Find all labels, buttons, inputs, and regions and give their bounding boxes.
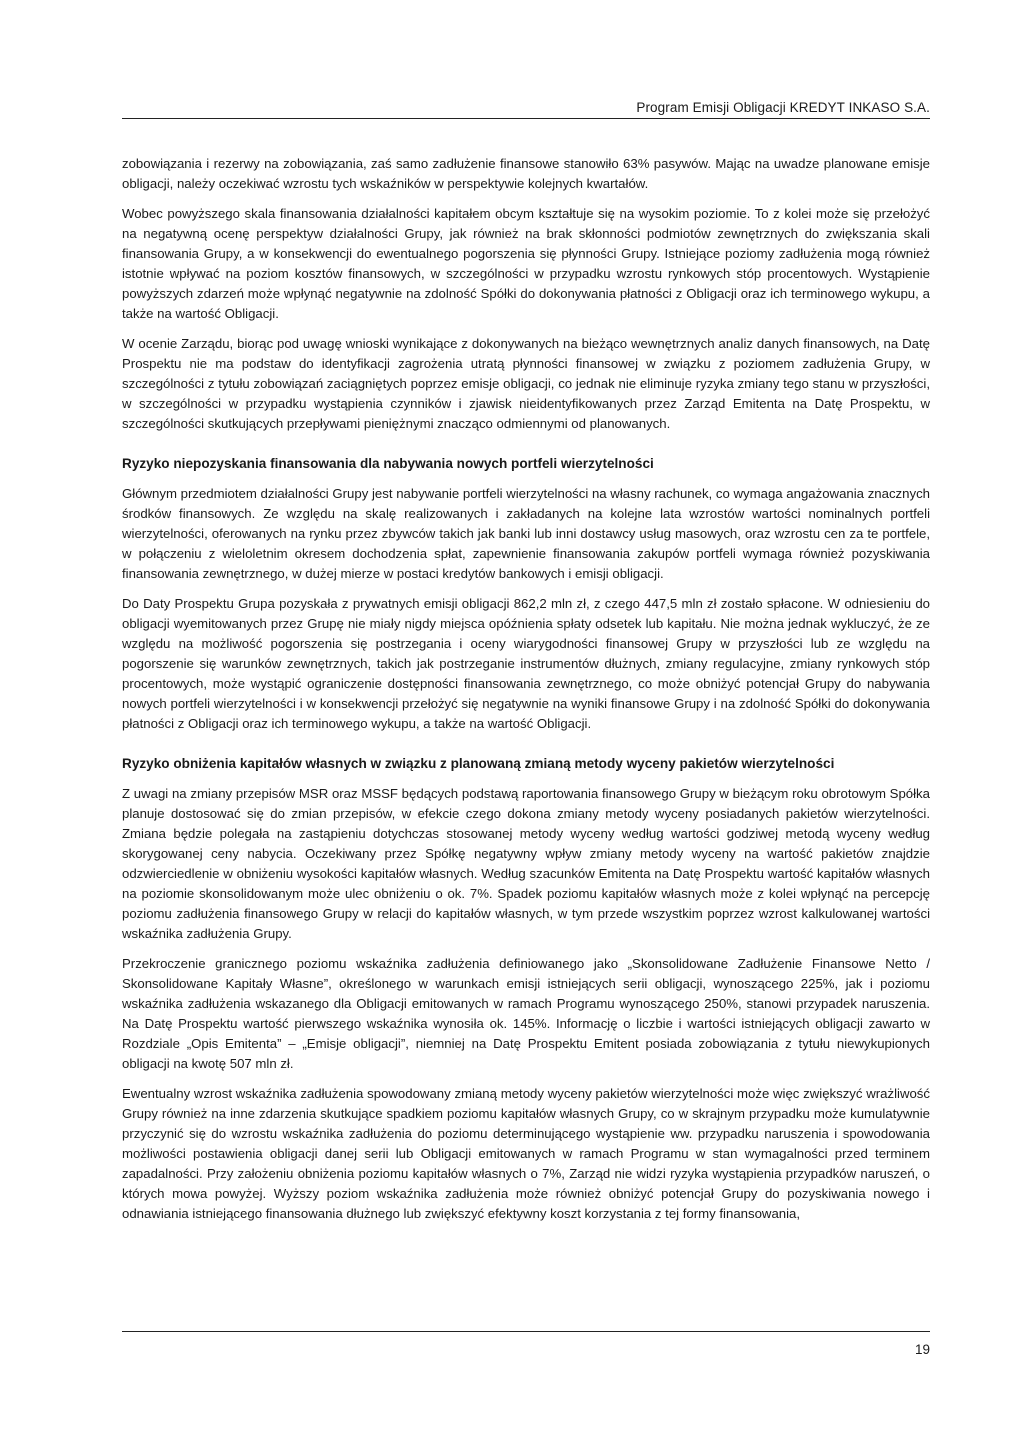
paragraph: Do Daty Prospektu Grupa pozyskała z prywatnych emisji obligacji 862,2 mln zł, z czego 447,5 mln zł zostało spłacone. W odniesieniu do obligacji wyemitowanych przez Grupę nie miały nigdy miejsca opóźnienia spłaty odsetek lub kapitału. Nie można jednak wykluczyć, że ze względu na możliwość pogorszenia się postrzegania i oceny wiarygodności finansowej Grupy w przyszłości lub ze względu na pogorszenie się warunków zewnętrznych, takich jak postrzeganie instrumentów dłużnych, zmiany regulacyjne, zmiany rynkowych stóp procentowych, może wystąpić ograniczenie dostępności finansowania zewnętrznego, co może obniżyć potencjał Grupy do nabywania nowych portfeli wierzytelności i w konsekwencji przełożyć się negatywnie na wyniki finansowe Grupy i na zdolność Spółki do dokonywania płatności z Obligacji oraz ich terminowego wykupu, a także na wartość Obligacji. (122, 596, 930, 731)
paragraph: W ocenie Zarządu, biorąc pod uwagę wnioski wynikające z dokonywanych na bieżąco wewnętrznych analiz danych finansowych, na Datę Prospektu nie ma podstaw do identyfikacji zagrożenia utratą płynności finansowej w związku z poziomem zadłużenia Grupy, w szczególności z tytułu zobowiązań zaciągniętych poprzez emisje obligacji, co jednak nie eliminuje ryzyka zmiany tego stanu w przyszłości, w szczególności w przypadku wystąpienia czynników i zjawisk nieidentyfikowanych przez Zarząd Emitenta na Datę Prospektu, w szczególności skutkujących przepływami pieniężnymi znacząco odmiennymi od planowanych. (122, 336, 930, 431)
page-number: 19 (914, 1342, 930, 1357)
header-divider (122, 118, 930, 119)
page-body (122, 154, 930, 1234)
paragraph: Głównym przedmiotem działalności Grupy jest nabywanie portfeli wierzytelności na własny rachunek, co wymaga angażowania znacznych środków finansowych. Ze względu na skalę realizowanych i zakładanych na kolejne lata wzrostów wartości nominalnych portfeli wierzytelności, oferowanych na rynku przez zbywców takich jak banki lub inni dostawcy usług masowych, oraz wzrostu cen za te portfele, w połączeniu z wieloletnim okresem dochodzenia spłat, zapewnienie finansowania zakupów portfeli wymaga również pozyskiwania finansowania zewnętrznego, w dużej mierze w postaci kredytów bankowych i emisji obligacji. (122, 486, 930, 581)
section-heading: Ryzyko niepozyskania finansowania dla nabywania nowych portfeli wierzytelności (122, 456, 654, 471)
paragraph: zobowiązania i rezerwy na zobowiązania, zaś samo zadłużenie finansowe stanowiło 63% pasywów. Mając na uwadze planowane emisje obligacji, należy oczekiwać wzrostu tych wskaźników w perspektywie kolejnych kwartałów. (122, 156, 930, 191)
paragraph: Przekroczenie granicznego poziomu wskaźnika zadłużenia definiowanego jako „Skonsolidowane Zadłużenie Finansowe Netto / Skonsolidowane Kapitały Własne”, określonego w warunkach emisji istniejących serii obligacji, wynoszącego 225%, jak i poziomu wskaźnika zadłużenia wskazanego dla Obligacji emitowanych w ramach Programu wynoszącego 250%, stanowi przypadek naruszenia. Na Datę Prospektu wartość pierwszego wskaźnika wynosiła ok. 145%. Informację o liczbie i wartości istniejących obligacji zawarto w Rozdziale „Opis Emitenta” – „Emisje obligacji”, niemniej na Datę Prospektu Emitent posiada zobowiązania z tytułu niewykupionych obligacji na kwotę 507 mln zł. (122, 956, 930, 1071)
paragraph: Ewentualny wzrost wskaźnika zadłużenia spowodowany zmianą metody wyceny pakietów wierzytelności może więc zwiększyć wrażliwość Grupy również na inne zdarzenia skutkujące spadkiem poziomu kapitałów własnych Grupy, co w skrajnym przypadku może kumulatywnie przyczynić się do wzrostu wskaźnika zadłużenia do poziomu determinującego wystąpienie ww. przypadku naruszenia i spowodowania możliwości postawienia obligacji danej serii lub Obligacji emitowanych w ramach Programu w stan wymagalności przed terminem zapadalności. Przy założeniu obniżenia poziomu kapitałów własnych o 7%, Zarząd nie widzi ryzyka wystąpienia przypadków naruszeń, o których mowa powyżej. Wyższy poziom wskaźnika zadłużenia może również obniżyć potencjał Grupy do pozyskiwania nowego i odnawiania istniejącego finansowania dłużnego lub zwiększyć efektywny koszt korzystania z tej formy finansowania, (122, 1086, 930, 1221)
footer-divider (122, 1331, 930, 1332)
paragraph: Z uwagi na zmiany przepisów MSR oraz MSSF będących podstawą raportowania finansowego Grupy w bieżącym roku obrotowym Spółka planuje dostosować się do zmian przepisów, w efekcie czego dokona zmiany metody wyceny posiadanych pakietów wierzytelności. Zmiana będzie polegała na zastąpieniu dotychczas stosowanej metody wyceny według wartości godziwej metodą wyceny według skorygowanej ceny nabycia. Oczekiwany przez Spółkę negatywny wpływ zmiany metody wyceny na wartość pakietów znajdzie odzwierciedlenie w obniżeniu wysokości kapitałów własnych. Według szacunków Emitenta na Datę Prospektu wartość kapitałów własnych na poziomie skonsolidowanym może ulec obniżeniu o ok. 7%. Spadek poziomu kapitałów własnych może z kolei wpłynąć na percepcję poziomu zadłużenia finansowego Grupy w relacji do kapitałów własnych, w tym przede wszystkim poprzez wzrost kalkulowanej wartości wskaźnika zadłużenia Grupy. (122, 786, 930, 941)
paragraph: Wobec powyższego skala finansowania działalności kapitałem obcym kształtuje się na wysokim poziomie. To z kolei może się przełożyć na negatywną ocenę perspektyw działalności Grupy, jak również na brak skłonności podmiotów zewnętrznych do zwiększania skali finansowania Grupy, a w konsekwencji do ewentualnego pogorszenia się płynności Grupy. Istniejące poziomy zadłużenia mogą również istotnie wpływać na poziom kosztów finansowych, w szczególności w przypadku wzrostu rynkowych stóp procentowych. Wystąpienie powyższych zdarzeń może wpłynąć negatywnie na zdolność Spółki do dokonywania płatności z Obligacji oraz ich terminowego wykupu, a także na wartość Obligacji. (122, 206, 930, 321)
running-header: Program Emisji Obligacji KREDYT INKASO S.A. (636, 100, 930, 115)
section-heading: Ryzyko obniżenia kapitałów własnych w związku z planowaną zmianą metody wyceny pakietów wierzytelności (122, 756, 835, 771)
